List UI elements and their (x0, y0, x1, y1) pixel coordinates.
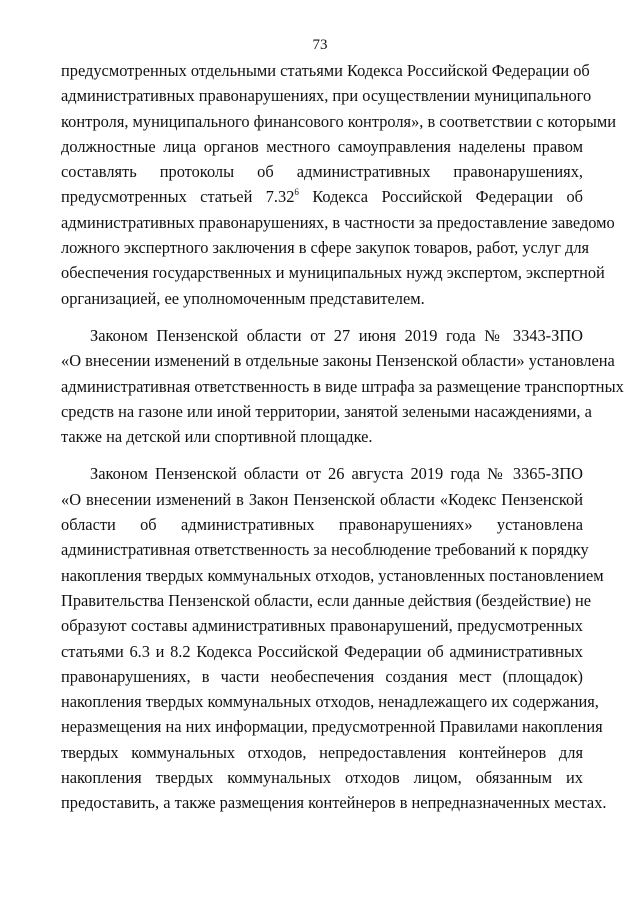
text-line: Законом Пензенской области от 27 июня 2019 года № 3343-ЗПО (90, 325, 583, 345)
paragraph-spacer (61, 449, 583, 461)
text-line: административных правонарушениях, при осуществлении муниципального (61, 86, 592, 106)
text-line: правонарушениях, в части необеспечения создания мест (площадок) (61, 666, 583, 686)
text-line: Законом Пензенской области от 26 августа 2019 года № 3365-ЗПО (90, 464, 583, 484)
text-fragment: предусмотренных статьей 7.32 (61, 187, 295, 207)
text-line: составлять протоколы об административных правонарушениях, (61, 162, 583, 182)
text-line: также на детской или спортивной площадке. (61, 427, 373, 447)
text-line: предоставить, а также размещения контейнеров в непредназначенных местах. (61, 793, 607, 813)
body-text (61, 58, 624, 816)
paragraph-spacer (61, 311, 583, 323)
paragraph-continuation (61, 58, 616, 311)
paragraph-law-3365 (61, 461, 607, 815)
text-line: административная ответственность в виде штрафа за размещение транспортных (61, 376, 624, 396)
text-line: области об административных правонарушениях» установлена (61, 515, 583, 535)
superscript: 6 (294, 187, 299, 198)
text-line: «О внесении изменений в Закон Пензенской области «Кодекс Пензенской (61, 489, 583, 509)
text-line: обеспечения государственных и муниципальных нужд экспертом, экспертной (61, 263, 605, 283)
text-line: «О внесении изменений в отдельные законы Пензенской области» установлена (61, 351, 615, 371)
text-line: организацией, ее уполномоченным представителем. (61, 288, 425, 308)
text-line: контроля, муниципального финансового контроля», в соответствии с которыми (61, 111, 616, 131)
text-line: ложного экспертного заключения в сфере закупок товаров, работ, услуг для (61, 238, 590, 258)
text-line: образуют составы административных правонарушений, предусмотренных (61, 616, 583, 636)
text-line-with-superscript (61, 184, 583, 209)
text-line: твердых коммунальных отходов, непредоставления контейнеров для (61, 742, 583, 762)
text-line: должностные лица органов местного самоуправления наделены правом (61, 136, 583, 156)
text-line: административных правонарушениях, в частности за предоставление заведомо (61, 212, 615, 232)
text-line: статьями 6.3 и 8.2 Кодекса Российской Федерации об административных (61, 641, 583, 661)
text-line: предусмотренных отдельными статьями Кодекса Российской Федерации об (61, 61, 590, 80)
text-line: накопления твердых коммунальных отходов, ненадлежащего их содержания, (61, 692, 599, 712)
text-line: Правительства Пензенской области, если данные действия (бездействие) не (61, 590, 592, 610)
text-line: средств на газоне или иной территории, занятой зелеными насаждениями, а (61, 401, 592, 421)
text-line: неразмещения на них информации, предусмотренной Правилами накопления (61, 717, 603, 737)
paragraph-law-3343 (61, 323, 624, 449)
text-line: накопления твердых коммунальных отходов лицом, обязанным их (61, 768, 583, 788)
page-number: 73 (312, 37, 328, 53)
text-fragment: Кодекса Российской Федерации об (298, 187, 583, 207)
text-line: накопления твердых коммунальных отходов, установленных постановлением (61, 565, 604, 585)
text-line: административная ответственность за несоблюдение требований к порядку (61, 540, 589, 560)
